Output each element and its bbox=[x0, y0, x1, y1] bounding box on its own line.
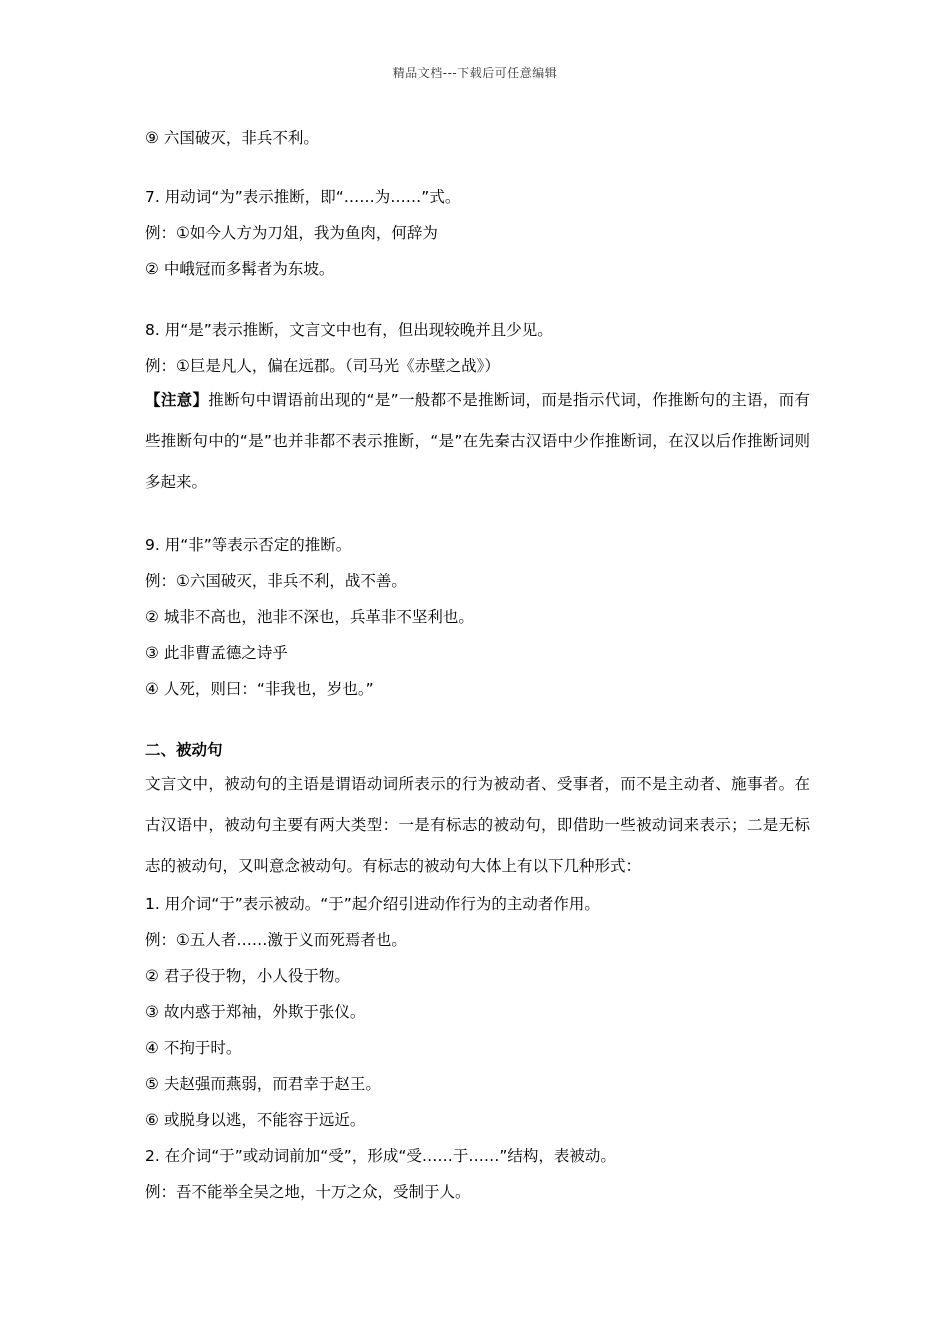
example-line: ③ 此非曹孟德之诗乎 bbox=[145, 644, 288, 662]
note-text: 推断句中谓语前出现的“是”一般都不是推断词，而是指示代词，作推断句的主语，而有些推断句中的“是”也并非都不表示推断，“是”在先秦古汉语中少作推断词，在汉以后作推断词则多起来。 bbox=[145, 391, 810, 491]
example-line: ⑥ 或脱身以逃，不能容于远近。 bbox=[145, 1111, 366, 1129]
example-line: 例：①巨是凡人，偏在远郡。（司马光《赤壁之战》） bbox=[145, 357, 500, 375]
rule-heading: 9. 用“非”等表示否定的推断。 bbox=[145, 536, 352, 554]
example-line: ④ 不拘于时。 bbox=[145, 1039, 242, 1057]
example-line: ④ 人死，则曰：“非我也，岁也。” bbox=[145, 680, 374, 698]
rule-heading: 1. 用介词“于”表示被动。“于”起介绍引进动作行为的主动者作用。 bbox=[145, 895, 600, 913]
example-line: 例：吾不能举全吴之地，十万之众，受制于人。 bbox=[145, 1183, 471, 1201]
rule-heading: 7. 用动词“为”表示推断，即“……为……”式。 bbox=[145, 188, 461, 206]
example-line: ② 中峨冠而多髯者为东坡。 bbox=[145, 260, 335, 278]
example-line: ⑨ 六国破灭，非兵不利。 bbox=[145, 129, 319, 147]
example-line: ② 城非不高也，池非不深也，兵革非不坚利也。 bbox=[145, 608, 474, 626]
example-line: ② 君子役于物，小人役于物。 bbox=[145, 967, 350, 985]
note-label: 【注意】 bbox=[145, 391, 209, 409]
example-line: 例：①如今人方为刀俎，我为鱼肉，何辞为 bbox=[145, 224, 438, 242]
note-paragraph bbox=[145, 380, 810, 503]
example-line: ③ 故内惑于郑袖，外欺于张仪。 bbox=[145, 1003, 366, 1021]
example-line: 例：①六国破灭，非兵不利，战不善。 bbox=[145, 572, 407, 590]
rule-heading: 8. 用“是”表示推断，文言文中也有，但出现较晚并且少见。 bbox=[145, 321, 553, 339]
page-header: 精品文档---下载后可任意编辑 bbox=[392, 66, 558, 80]
example-line: ⑤ 夫赵强而燕弱，而君幸于赵王。 bbox=[145, 1075, 381, 1093]
section-heading: 二、被动句 bbox=[145, 741, 223, 759]
passive-intro-paragraph: 文言文中，被动句的主语是谓语动词所表示的行为被动者、受事者，而不是主动者、施事者。在古汉语中，被动句主要有两大类型：一是有标志的被动句，即借助一些被动词来表示；二是无标志的被动句，又叫意念被动句。有标志的被动句大体上有以下几种形式： bbox=[145, 775, 810, 875]
example-line: 例：①五人者……激于义而死焉者也。 bbox=[145, 931, 407, 949]
rule-heading: 2. 在介词“于”或动词前加“受”，形成“受……于……”结构，表被动。 bbox=[145, 1147, 616, 1165]
